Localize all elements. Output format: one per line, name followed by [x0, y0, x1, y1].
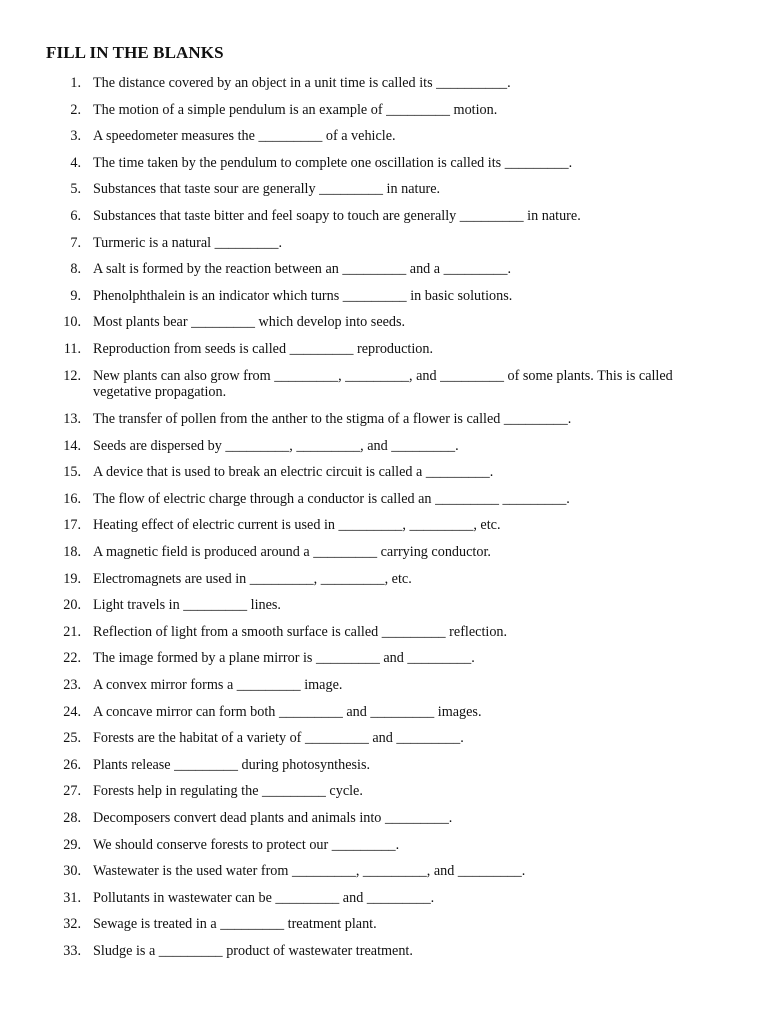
question-text: Heating effect of electric current is used in _________, _________, etc.: [93, 517, 501, 534]
question-text: Sludge is a _________ product of wastewater treatment.: [93, 942, 413, 959]
question-number: 31.: [63, 889, 81, 906]
question-text: A salt is formed by the reaction between an _________ and a _________.: [93, 261, 512, 278]
question-number: 13.: [63, 411, 81, 428]
list-item: [0, 624, 768, 651]
question-number: 6.: [70, 207, 81, 224]
list-item: [0, 544, 768, 571]
question-number: 2.: [70, 101, 81, 118]
question-text: Wastewater is the used water from _________, _________, and _________.: [93, 863, 526, 880]
list-item: [0, 261, 768, 288]
question-text: The motion of a simple pendulum is an example of _________ motion.: [93, 101, 498, 118]
list-item: [0, 438, 768, 465]
list-item: [0, 368, 768, 412]
question-number: 7.: [70, 234, 81, 251]
list-item: [0, 102, 768, 129]
question-number: 27.: [63, 783, 81, 800]
list-item: [0, 128, 768, 155]
question-number: 1.: [70, 75, 81, 91]
question-number: 11.: [63, 340, 81, 357]
question-text: Most plants bear _________ which develop into seeds.: [93, 314, 406, 331]
question-number: 16.: [63, 490, 81, 507]
question-text: Phenolphthalein is an indicator which turns _________ in basic solutions.: [93, 287, 513, 304]
list-item: [0, 341, 768, 368]
page-title: FILL IN THE BLANKS: [46, 43, 224, 62]
list-item: [0, 757, 768, 784]
question-text: The distance covered by an object in a unit time is called its __________.: [93, 75, 511, 91]
question-number: 17.: [63, 517, 81, 534]
question-text: Forests are the habitat of a variety of _________ and _________.: [93, 730, 464, 747]
question-text: New plants can also grow from _________, _________, and _________ of some plants. This is called vegetative propagation.: [93, 367, 673, 401]
list-item: [0, 75, 768, 102]
question-text: Seeds are dispersed by _________, _________, and _________.: [93, 437, 459, 454]
question-text: The transfer of pollen from the anther to the stigma of a flower is called _________.: [93, 411, 572, 428]
question-number: 15.: [63, 464, 81, 481]
question-text: We should conserve forests to protect our _________.: [93, 836, 400, 853]
question-number: 19.: [63, 570, 81, 587]
question-number: 18.: [63, 544, 81, 560]
question-number: 9.: [70, 287, 81, 304]
list-item: [0, 730, 768, 757]
question-text: Reflection of light from a smooth surface is called _________ reflection.: [93, 623, 508, 640]
question-text: Substances that taste bitter and feel soapy to touch are generally _________ in nature.: [93, 207, 581, 224]
question-number: 26.: [63, 756, 81, 773]
list-item: [0, 783, 768, 810]
list-item: [0, 491, 768, 518]
question-number: 12.: [63, 367, 81, 384]
list-item: [0, 235, 768, 262]
question-text: A concave mirror can form both _________ and _________ images.: [93, 703, 482, 720]
question-text: Pollutants in wastewater can be _________ and _________.: [93, 889, 435, 906]
question-text: Substances that taste sour are generally _________ in nature.: [93, 181, 441, 198]
list-item: [0, 411, 768, 438]
question-number: 14.: [63, 437, 81, 454]
list-item: [0, 155, 768, 182]
question-list: [0, 75, 768, 970]
list-item: [0, 890, 768, 917]
question-text: A device that is used to break an electric circuit is called a _________.: [93, 464, 494, 481]
question-number: 20.: [63, 597, 81, 614]
question-text: Light travels in _________ lines.: [93, 597, 281, 614]
question-number: 29.: [63, 836, 81, 853]
question-text: A speedometer measures the _________ of a vehicle.: [93, 128, 396, 145]
question-number: 21.: [63, 623, 81, 640]
question-text: A convex mirror forms a _________ image.: [93, 676, 343, 693]
list-item: [0, 464, 768, 491]
list-item: [0, 288, 768, 315]
question-number: 10.: [63, 314, 81, 331]
question-number: 3.: [70, 128, 81, 145]
question-text: Sewage is treated in a _________ treatment plant.: [93, 916, 377, 933]
question-number: 23.: [63, 676, 81, 693]
question-text: Forests help in regulating the _________ cycle.: [93, 783, 363, 800]
question-number: 4.: [70, 154, 81, 171]
list-item: [0, 571, 768, 598]
question-number: 24.: [63, 703, 81, 720]
list-item: [0, 181, 768, 208]
list-item: [0, 314, 768, 341]
question-text: Turmeric is a natural _________.: [93, 234, 283, 251]
question-number: 22.: [63, 650, 81, 667]
question-text: Decomposers convert dead plants and animals into _________.: [93, 809, 453, 826]
question-text: A magnetic field is produced around a _________ carrying conductor.: [93, 544, 491, 560]
list-item: [0, 208, 768, 235]
question-number: 28.: [63, 809, 81, 826]
question-text: Plants release _________ during photosynthesis.: [93, 756, 371, 773]
question-text: The image formed by a plane mirror is _________ and _________.: [93, 650, 475, 667]
question-number: 32.: [63, 916, 81, 933]
question-number: 30.: [63, 863, 81, 880]
list-item: [0, 704, 768, 731]
list-item: [0, 650, 768, 677]
question-text: The flow of electric charge through a conductor is called an _________ _________.: [93, 490, 570, 507]
question-text: The time taken by the pendulum to complete one oscillation is called its _________.: [93, 154, 573, 171]
question-number: 5.: [70, 181, 81, 198]
question-number: 25.: [63, 730, 81, 747]
question-number: 33.: [63, 942, 81, 959]
list-item: [0, 863, 768, 890]
list-item: [0, 597, 768, 624]
list-item: [0, 810, 768, 837]
list-item: [0, 677, 768, 704]
list-item: [0, 837, 768, 864]
list-item: [0, 916, 768, 943]
list-item: [0, 943, 768, 970]
question-text: Electromagnets are used in _________, _________, etc.: [93, 570, 412, 587]
question-number: 8.: [70, 261, 81, 278]
question-text: Reproduction from seeds is called _________ reproduction.: [93, 340, 434, 357]
list-item: [0, 517, 768, 544]
